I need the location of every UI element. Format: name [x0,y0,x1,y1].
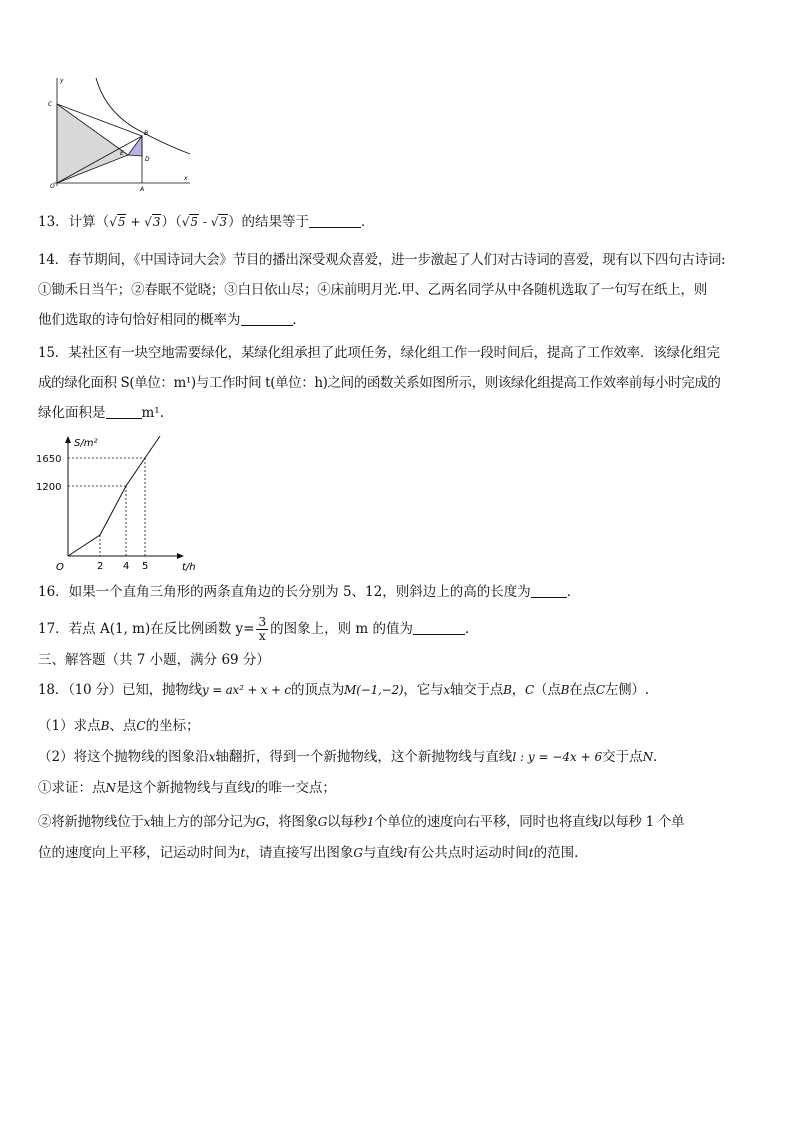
shaded-triangle-bed [128,136,142,156]
q18-s2-text-e: 个单位的速度向右平移，同时也将直线 [374,814,599,830]
question-14-line-2: ①锄禾日当午；②春眠不觉晓；③白日依山尽；④床前明月光.甲、乙两名同学从中各随机选取了一句写在纸上，则 [38,282,708,298]
q18-p2-text-c: 交于点 [602,749,643,765]
q18-s3-text-c: 与直线 [362,845,404,861]
label-d: D [145,156,150,163]
q18-vertex: M(−1,−2) [344,683,404,697]
q18-s1-text-c: 的唯一交点； [254,780,336,796]
x-tick-2: 2 [97,561,104,572]
q17-numerator: 3 [258,615,267,629]
question-14-line-3 [38,310,768,330]
q13-mid: ）（ [161,214,182,230]
q18-s2-one: 1 [366,815,375,829]
question-18-part-2 [38,747,768,767]
q17-denominator: x [258,629,266,643]
q18-p1-point-b: B [100,719,110,733]
q18-text-1h: 左侧）. [604,682,649,698]
label-e: E [120,150,124,157]
q15-unit: m¹. [141,405,165,421]
s-t-line [68,436,160,556]
q18-s1-line-l: l [251,781,255,795]
area-time-graph [36,432,204,574]
q15-answer-blank[interactable] [106,404,142,419]
q18-p1-text-c: 的坐标； [145,718,200,734]
y-axis-label: y [60,77,64,84]
q18-p1-text-a: （1）求点 [38,718,101,734]
question-18-line-1 [38,680,768,700]
x-tick-5: 5 [142,561,149,572]
q18-s2-text-f: 以每秒 1 个单 [602,814,685,830]
q18-point-c-2: C [595,683,605,697]
q18-s1-text-a: ①求证：点 [38,780,106,796]
q13-suffix: ）的结果等于 [228,214,310,230]
label-c: C [48,101,53,108]
q18-text-1c: ，它与 [403,682,444,698]
q18-s3-line-l: l [403,846,408,860]
q18-s3-time-t: t [240,846,246,860]
q18-text-1b: 的顶点为 [290,682,345,698]
q18-parabola-equation: y = ax² + x + c [201,683,291,697]
q18-s2-text-b: 轴上方的部分记为 [150,814,256,830]
question-18-sub-1 [38,778,768,798]
q18-s2-line-l: l [598,815,602,829]
label-o: O [50,183,55,190]
q16-end: ． [566,584,581,600]
q13-radicand-c: 5 [190,215,199,229]
q18-p2-point-n: N [642,750,654,764]
q14-answer-blank[interactable] [241,311,293,326]
q18-x-var: x [443,683,450,697]
label-b: B [144,130,149,137]
question-17 [38,614,768,644]
q18-p2-text-d: ． [653,749,667,765]
q17-end: ． [465,621,479,637]
q13-minus: - [202,215,207,229]
q14-line-3-text: 他们选取的诗句恰好相同的概率为 [38,312,241,328]
q18-s3-graph-g: G [353,846,363,860]
origin-label: O [56,562,64,573]
label-a: A [140,186,145,193]
q18-s1-point-n: N [105,781,116,795]
q18-text-1d: 轴交于点 [449,682,504,698]
q18-point-b: B [503,683,512,697]
q14-end: ． [292,312,306,328]
q13-end: ． [361,214,375,230]
q18-p2-x-var: x [208,750,216,764]
q15-line-3-text: 绿化面积是 [38,405,106,421]
q13-prefix: 13．计算（ [38,214,110,230]
q13-radicand-d: 3 [219,215,228,229]
q18-point-c: C [525,683,535,697]
q18-point-b-2: B [560,683,570,697]
question-15-line-3 [38,403,768,423]
q13-radicand-a: 5 [117,215,126,229]
question-13: 13．计算（√5 + √3）（√5 - √3）的结果等于 ． [38,214,375,230]
shaded-triangle-oce [57,104,128,183]
q18-s2-x-var: x [143,815,151,829]
q18-s2-graph-g: G [255,815,265,829]
q18-s2-graph-g-2: G [317,815,328,829]
t-axis-label: t/h [182,562,196,573]
q18-s2-text-a: ②将新抛物线位于 [38,814,144,830]
question-15-line-1: 15．某社区有一块空地需要绿化，某绿化组承担了此项任务，绿化组工作一段时间后，提高了工作效率．该绿化组完 [38,345,720,361]
question-15-line-2: 成的绿化面积 S(单位：m¹)与工作时间 t(单位：h)之间的函数关系如图所示，则该绿化组提高工作效率前每小时完成的 [38,375,721,391]
q16-text: 16．如果一个直角三角形的两条直角边的长分别为 5、12，则斜边上的高的长度为 [38,584,531,600]
question-18-part-1 [38,716,768,736]
q13-radicand-b: 3 [152,215,161,229]
q18-text-1e: ， [511,682,526,698]
q18-text-1f: （点 [534,682,561,698]
question-16 [38,582,768,602]
q18-s2-text-d: 以每秒 [327,814,367,830]
s-axis-label: S/m² [74,438,98,449]
section-3-title: 三、解答题（共 7 小题，满分 69 分） [38,652,270,668]
q18-s3-text-e: 的范围. [533,845,579,861]
q17-fraction [256,616,268,643]
s-axis-arrow [65,436,71,443]
q17-answer-blank[interactable] [413,620,465,635]
t-axis-arrow [177,553,184,559]
q16-answer-blank[interactable] [531,583,567,598]
q18-p2-text-a: （2）将这个抛物线的图象沿 [38,749,209,765]
x-axis-label: x [184,175,188,182]
question-18-sub-2 [38,812,768,832]
q18-s3-text-b: ，请直接写出图象 [245,845,354,861]
q18-p1-text-b: 、点 [109,718,137,734]
question-14-line-1: 14．春节期间，《中国诗词大会》节目的播出深受观众喜爱，进一步激起了人们对古诗词的喜爱，现有以下四句古诗词: [38,252,726,268]
q18-text-1a: 18．（10 分）已知，抛物线 [38,682,202,698]
geometry-figure [44,74,196,194]
x-tick-4: 4 [123,561,130,572]
y-tick-1200: 1200 [36,482,62,493]
q18-s3-text-d: 有公共点时运动时间 [407,845,529,861]
q13-plus: + [130,215,141,229]
y-tick-1650: 1650 [36,454,62,465]
question-18-sub-2-cont [38,843,768,863]
q18-s2-text-c: ，将图象 [264,814,318,830]
q18-p1-point-c: C [136,719,146,733]
q17-suffix: 的图象上，则 m 的值为 [270,621,413,637]
q18-s3-time-t-2: t [528,846,534,860]
q13-answer-blank[interactable] [309,213,361,228]
q18-line-l-equation: l : y = −4x + 6 [512,750,603,764]
q18-p2-text-b: 轴翻折，得到一个新抛物线，这个新抛物线与直线 [215,749,513,765]
q18-text-1g: 在点 [569,682,596,698]
q18-s1-text-b: 是这个新抛物线与直线 [116,780,251,796]
q18-s3-text-a: 位的速度向上平移，记运动时间为 [38,845,241,861]
q17-prefix: 17．若点 A(1, m)在反比例函数 y= [38,621,255,637]
